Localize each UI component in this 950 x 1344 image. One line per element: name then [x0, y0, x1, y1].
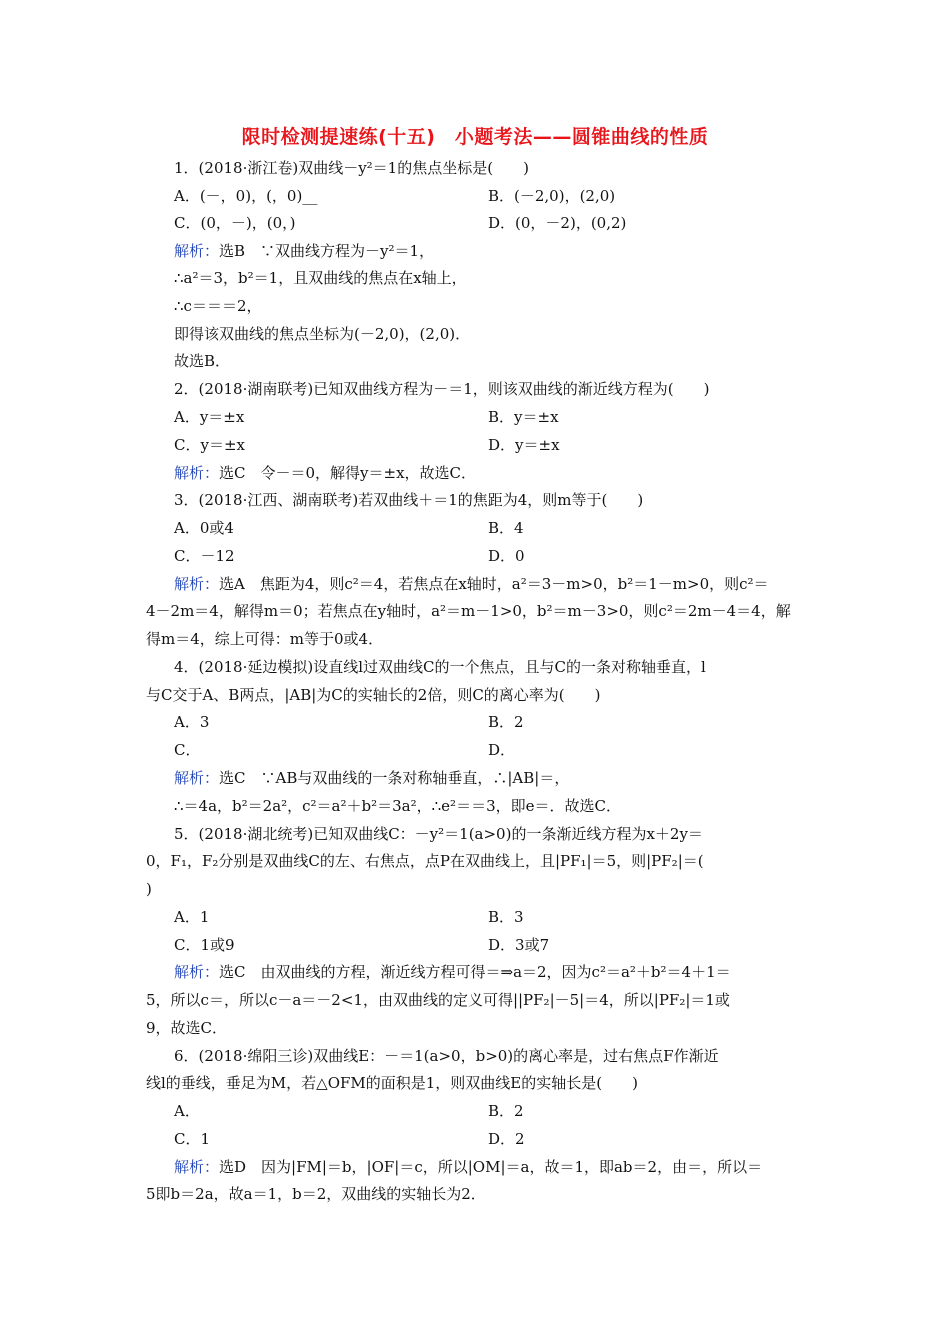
analysis-label: 解析： [174, 769, 220, 787]
q6-option-d: D．2 [488, 1130, 525, 1148]
q5-analysis-text: 选C 由双曲线的方程，渐近线方程可得＝⇒a＝2，因为c²＝a²＋b²＝4＋1＝ [219, 963, 731, 981]
q1-analysis-text: 故选B． [174, 352, 231, 370]
q5-analysis-text: 9，故选C． [146, 1019, 228, 1037]
q4-option-a: A．3 [174, 713, 210, 731]
q6-option-b: B．2 [488, 1102, 524, 1120]
q3-stem: 3．(2018·江西、湖南联考)若双曲线＋＝1的焦距为4，则m等于( ) [174, 491, 644, 509]
q6-stem: 6．(2018·绵阳三诊)双曲线E：－＝1(a>0，b>0)的离心率是，过右焦点F作渐近 [174, 1047, 719, 1065]
q1-analysis-text: ∴a²＝3，b²＝1，且双曲线的焦点在x轴上， [174, 269, 467, 287]
q4-option-b: B．2 [488, 713, 524, 731]
analysis-label: 解析： [174, 963, 220, 981]
q4-option-c: C． [174, 741, 201, 759]
analysis-label: 解析： [174, 464, 220, 482]
q1-option-a: A．(－，0)，(，0)__ [174, 187, 318, 205]
q3-option-d: D．0 [488, 547, 525, 565]
q4-analysis-line [174, 769, 569, 787]
q4-option-d: D． [488, 741, 516, 759]
q5-analysis-text: 5，所以c＝，所以c－a＝－2<1，由双曲线的定义可得||PF₂|－5|＝4，所以|PF₂|＝1或 [146, 991, 730, 1009]
q1-analysis-text: 即得该双曲线的焦点坐标为(－2,0)，(2,0)． [174, 325, 471, 343]
q6-analysis-line [174, 1158, 762, 1176]
analysis-label: 解析： [174, 242, 220, 260]
q6-stem: 线l的垂线，垂足为M，若△OFM的面积是1，则双曲线E的实轴长是( ) [146, 1074, 638, 1092]
analysis-label: 解析： [174, 1158, 220, 1176]
q1-analysis-text: ∴c＝＝＝2， [174, 297, 262, 315]
q1-option-d: D．(0，－2)，(0,2) [488, 214, 627, 232]
q2-option-a: A．y＝±x [174, 408, 245, 426]
q3-option-b: B．4 [488, 519, 524, 537]
q6-option-c: C．1 [174, 1130, 211, 1148]
q5-option-c: C．1或9 [174, 936, 235, 954]
page-title: 限时检测提速练(十五) 小题考法——圆锥曲线的性质 [241, 126, 709, 148]
q5-stem: 0，F₁，F₂分别是双曲线C的左、右焦点，点P在双曲线上，且|PF₁|＝5，则|PF₂|＝( [146, 852, 704, 870]
q5-option-d: D．3或7 [488, 936, 550, 954]
q3-option-c: C．－12 [174, 547, 235, 565]
q4-analysis-text: 选C ∵AB与双曲线的一条对称轴垂直，∴|AB|＝， [219, 769, 570, 787]
q2-option-d: D．y＝±x [488, 436, 560, 454]
q3-analysis-text: 选A 焦距为4，则c²＝4，若焦点在x轴时，a²＝3－m>0，b²＝1－m>0，则c²＝ [219, 575, 769, 593]
q1-stem: 1．(2018·浙江卷)双曲线－y²＝1的焦点坐标是( ) [174, 159, 529, 177]
q5-stem: ) [146, 880, 152, 898]
q1-option-b: B．(－2,0)，(2,0) [488, 187, 616, 205]
q6-option-a: A． [174, 1102, 200, 1120]
q4-stem: 与C交于A、B两点，|AB|为C的实轴长的2倍，则C的离心率为( ) [146, 686, 601, 704]
q1-analysis-line [174, 242, 434, 260]
q3-analysis-text: 4－2m＝4，解得m＝0；若焦点在y轴时，a²＝m－1>0，b²＝m－3>0，则c²＝2m－4＝4，解 [146, 602, 791, 620]
q6-analysis-text: 5即b＝2a，故a＝1，b＝2，双曲线的实轴长为2． [146, 1185, 486, 1203]
q1-analysis-text: 选B ∵双曲线方程为－y²＝1， [219, 242, 435, 260]
q3-option-a: A．0或4 [174, 519, 234, 537]
q3-analysis-text: 得m＝4，综上可得：m等于0或4． [146, 630, 384, 648]
q6-analysis-text: 选D 因为|FM|＝b，|OF|＝c，所以|OM|＝a，故＝1，即ab＝2，由＝，所以＝ [219, 1158, 763, 1176]
q4-stem: 4．(2018·延边模拟)设直线l过双曲线C的一个焦点，且与C的一条对称轴垂直，l [174, 658, 706, 676]
q2-stem: 2．(2018·湖南联考)已知双曲线方程为－＝1，则该双曲线的渐近线方程为( ) [174, 380, 710, 398]
q1-option-c: C．(0，－)，(0，) [174, 214, 296, 232]
q5-stem: 5．(2018·湖北统考)已知双曲线C：－y²＝1(a>0)的一条渐近线方程为x＋2y＝ [174, 825, 703, 843]
q5-option-a: A．1 [174, 908, 210, 926]
q5-option-b: B．3 [488, 908, 524, 926]
analysis-label: 解析： [174, 575, 220, 593]
q2-analysis-text: 选C 令－＝0，解得y＝±x，故选C． [219, 464, 477, 482]
q4-analysis-text: ∴＝4a，b²＝2a²，c²＝a²＋b²＝3a²，∴e²＝＝3，即e＝．故选C． [174, 797, 621, 815]
q2-option-c: C．y＝±x [174, 436, 245, 454]
q5-analysis-line [174, 963, 731, 981]
q2-analysis-line [174, 464, 476, 482]
q2-option-b: B．y＝±x [488, 408, 559, 426]
q3-analysis-line [174, 575, 769, 593]
